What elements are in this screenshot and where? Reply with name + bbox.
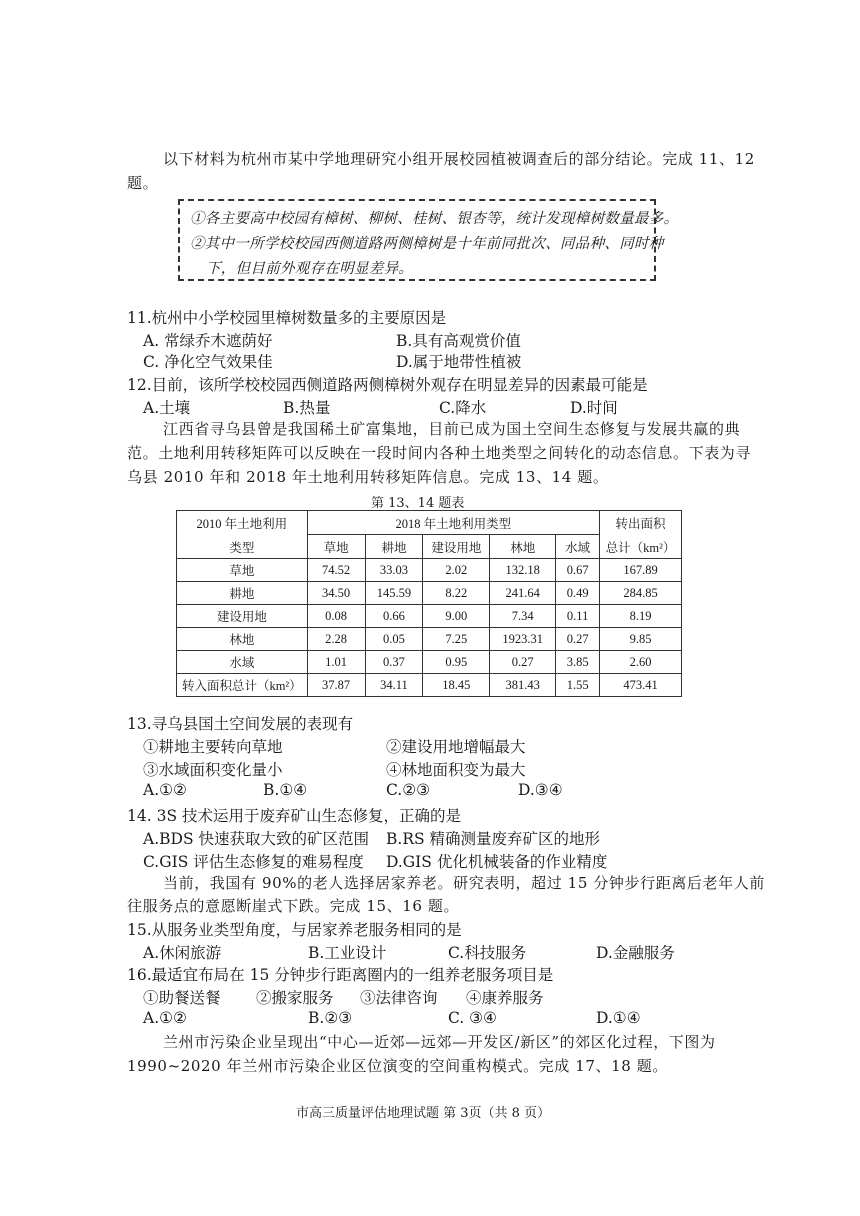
question-13-option-b[interactable]: B.①④ [263, 781, 308, 799]
table-cell: 37.87 [307, 674, 365, 697]
table-column-header: 林地 [490, 535, 556, 559]
table-cell: 74.52 [307, 559, 365, 582]
intro-paragraph-1-line-1: 以下材料为杭州市某中学地理研究小组开展校园植被调查后的部分结论。完成 11、12 [163, 150, 755, 168]
table-cell: 2.28 [307, 628, 365, 651]
question-16-option-c[interactable]: C. ③④ [448, 1009, 497, 1027]
table-cell: 2.60 [600, 651, 682, 674]
table-column-header: 草地 [307, 535, 365, 559]
question-14-option-b[interactable]: B.RS 精确测量废弃矿区的地形 [386, 830, 601, 848]
out-header-line-2: 总计（km²） [605, 540, 676, 555]
question-14-option-a[interactable]: A.BDS 快速获取大致的矿区范围 [143, 830, 369, 848]
question-15-option-a[interactable]: A.休闲旅游 [143, 944, 222, 962]
table-caption: 第 13、14 题表 [371, 496, 465, 511]
table-cell: 381.43 [490, 674, 556, 697]
table-row [177, 605, 682, 628]
table-column-header: 耕地 [365, 535, 423, 559]
corner-header-line-1: 2010 年土地利用 [196, 516, 288, 531]
question-13-option-c[interactable]: C.②③ [386, 781, 431, 799]
table-cell: 145.59 [365, 582, 423, 605]
question-11-option-b[interactable]: B.具有高观赏价值 [396, 332, 521, 350]
intro-paragraph-2-line-2: 范。土地利用转移矩阵可以反映在一段时间内各种土地类型之间转化的动态信息。下表为寻 [127, 444, 752, 462]
question-14-option-d[interactable]: D.GIS 优化机械装备的作业精度 [386, 853, 608, 871]
table-cell: 34.11 [365, 674, 423, 697]
row-label: 转入面积总计（km²） [177, 674, 308, 697]
row-label: 草地 [177, 559, 308, 582]
table-cell: 0.27 [556, 628, 600, 651]
question-16-statement-1: ①助餐送餐 [143, 989, 221, 1007]
table-corner-header [177, 511, 308, 559]
table-cell: 9.85 [600, 628, 682, 651]
table-cell: 167.89 [600, 559, 682, 582]
out-header-line-1: 转出面积 [615, 516, 666, 531]
question-16-statement-3: ③法律咨询 [360, 989, 438, 1007]
question-15-option-b[interactable]: B.工业设计 [308, 944, 387, 962]
table-row [177, 628, 682, 651]
question-16-option-d[interactable]: D.①④ [596, 1009, 641, 1027]
question-15-stem: 15.从服务业类型角度，与居家养老服务相同的是 [127, 921, 462, 939]
question-13-option-d[interactable]: D.③④ [518, 781, 563, 799]
table-row [177, 559, 682, 582]
table-cell: 8.22 [423, 582, 490, 605]
table-row [177, 582, 682, 605]
table-cell: 0.27 [490, 651, 556, 674]
page-footer: 市高三质量评估地理试题 第 3页（共 8 页） [296, 1106, 551, 1121]
material-box [178, 199, 679, 281]
question-14-stem: 14. 3S 技术运用于废弃矿山生态修复，正确的是 [127, 807, 461, 825]
land-use-transfer-table [176, 510, 682, 697]
table-cell: 18.45 [423, 674, 490, 697]
table-row-total [177, 674, 682, 697]
table-cell: 241.64 [490, 582, 556, 605]
intro-paragraph-2-line-3: 乌县 2010 年和 2018 年土地利用转移矩阵信息。完成 13、14 题。 [127, 468, 609, 486]
question-13-statement-3: ③水域面积变化量小 [143, 761, 283, 779]
question-13-statement-2: ②建设用地增幅最大 [386, 738, 526, 756]
intro-paragraph-4-line-2: 1990~2020 年兰州市污染企业区位演变的空间重构模式。完成 17、18 题。 [127, 1057, 668, 1075]
table-row [177, 651, 682, 674]
question-16-stem: 16.最适宜布局在 15 分钟步行距离圈内的一组养老服务项目是 [127, 966, 554, 984]
table-cell: 0.08 [307, 605, 365, 628]
question-13-option-a[interactable]: A.①② [143, 781, 187, 799]
intro-paragraph-3-line-1: 当前，我国有 90%的老人选择居家养老。研究表明，超过 15 分钟步行距离后老年人前 [163, 874, 765, 892]
row-label: 水域 [177, 651, 308, 674]
intro-paragraph-4-line-1: 兰州市污染企业呈现出“中心—近郊—远郊—开发区/新区”的郊区化过程，下图为 [163, 1033, 716, 1051]
question-15-option-d[interactable]: D.金融服务 [596, 944, 675, 962]
table-cell: 34.50 [307, 582, 365, 605]
question-16-option-a[interactable]: A.①② [143, 1009, 187, 1027]
intro-paragraph-2-line-1: 江西省寻乌县曾是我国稀土矿富集地，目前已成为国土空间生态修复与发展共赢的典 [163, 420, 741, 438]
table-cell: 1.01 [307, 651, 365, 674]
intro-paragraph-3-line-2: 往服务点的意愿断崖式下跌。完成 15、16 题。 [127, 897, 460, 915]
question-16-statement-2: ②搬家服务 [256, 989, 334, 1007]
table-cell: 7.25 [423, 628, 490, 651]
table-column-header: 水域 [556, 535, 600, 559]
table-cell: 0.95 [423, 651, 490, 674]
table-cell: 2.02 [423, 559, 490, 582]
question-12-option-d[interactable]: D.时间 [570, 399, 618, 417]
table-cell: 9.00 [423, 605, 490, 628]
table-cell: 33.03 [365, 559, 423, 582]
material-line-1: ①各主要高中校园有樟树、柳树、桂树、银杏等，统计发现樟树数量最多。 [190, 211, 679, 227]
row-label: 耕地 [177, 582, 308, 605]
table-cell: 0.37 [365, 651, 423, 674]
question-14-option-c[interactable]: C.GIS 评估生态修复的难易程度 [143, 853, 364, 871]
material-line-2: ②其中一所学校校园西侧道路两侧樟树是十年前同批次、同品种、同时种 [190, 236, 664, 252]
question-11-option-a[interactable]: A. 常绿乔木遮荫好 [143, 332, 273, 350]
row-label: 林地 [177, 628, 308, 651]
question-12-option-c[interactable]: C.降水 [439, 399, 487, 417]
table-group-header: 2018 年土地利用类型 [307, 511, 599, 535]
question-11-option-c[interactable]: C. 净化空气效果佳 [143, 353, 273, 371]
table-cell: 0.66 [365, 605, 423, 628]
question-13-stem: 13.寻乌县国土空间发展的表现有 [127, 715, 354, 733]
table-cell: 1.55 [556, 674, 600, 697]
question-11-option-d[interactable]: D.属于地带性植被 [396, 353, 522, 371]
question-12-stem: 12.目前，该所学校校园西侧道路两侧樟树外观存在明显差异的因素最可能是 [127, 376, 648, 394]
material-line-3: 下，但目前外观存在明显差异。 [206, 261, 414, 277]
corner-header-line-2: 类型 [229, 540, 255, 555]
question-13-statement-4: ④林地面积变为最大 [386, 761, 526, 779]
table-cell: 0.11 [556, 605, 600, 628]
table-cell: 132.18 [490, 559, 556, 582]
question-15-option-c[interactable]: C.科技服务 [448, 944, 527, 962]
table-cell: 0.67 [556, 559, 600, 582]
table-cell: 473.41 [600, 674, 682, 697]
table-cell: 1923.31 [490, 628, 556, 651]
question-11-stem: 11.杭州中小学校园里樟树数量多的主要原因是 [127, 309, 447, 327]
table-cell: 0.05 [365, 628, 423, 651]
table-cell: 3.85 [556, 651, 600, 674]
table-cell: 7.34 [490, 605, 556, 628]
question-12-option-b[interactable]: B.热量 [283, 399, 331, 417]
question-12-option-a[interactable]: A.土壤 [143, 399, 191, 417]
table-cell: 8.19 [600, 605, 682, 628]
question-13-statement-1: ①耕地主要转向草地 [143, 738, 283, 756]
row-label: 建设用地 [177, 605, 308, 628]
table-out-header [600, 511, 682, 559]
question-16-option-b[interactable]: B.②③ [308, 1009, 353, 1027]
intro-paragraph-1-line-2: 题。 [127, 174, 159, 192]
table-column-header: 建设用地 [423, 535, 490, 559]
table-cell: 284.85 [600, 582, 682, 605]
table-cell: 0.49 [556, 582, 600, 605]
question-16-statement-4: ④康养服务 [466, 989, 544, 1007]
